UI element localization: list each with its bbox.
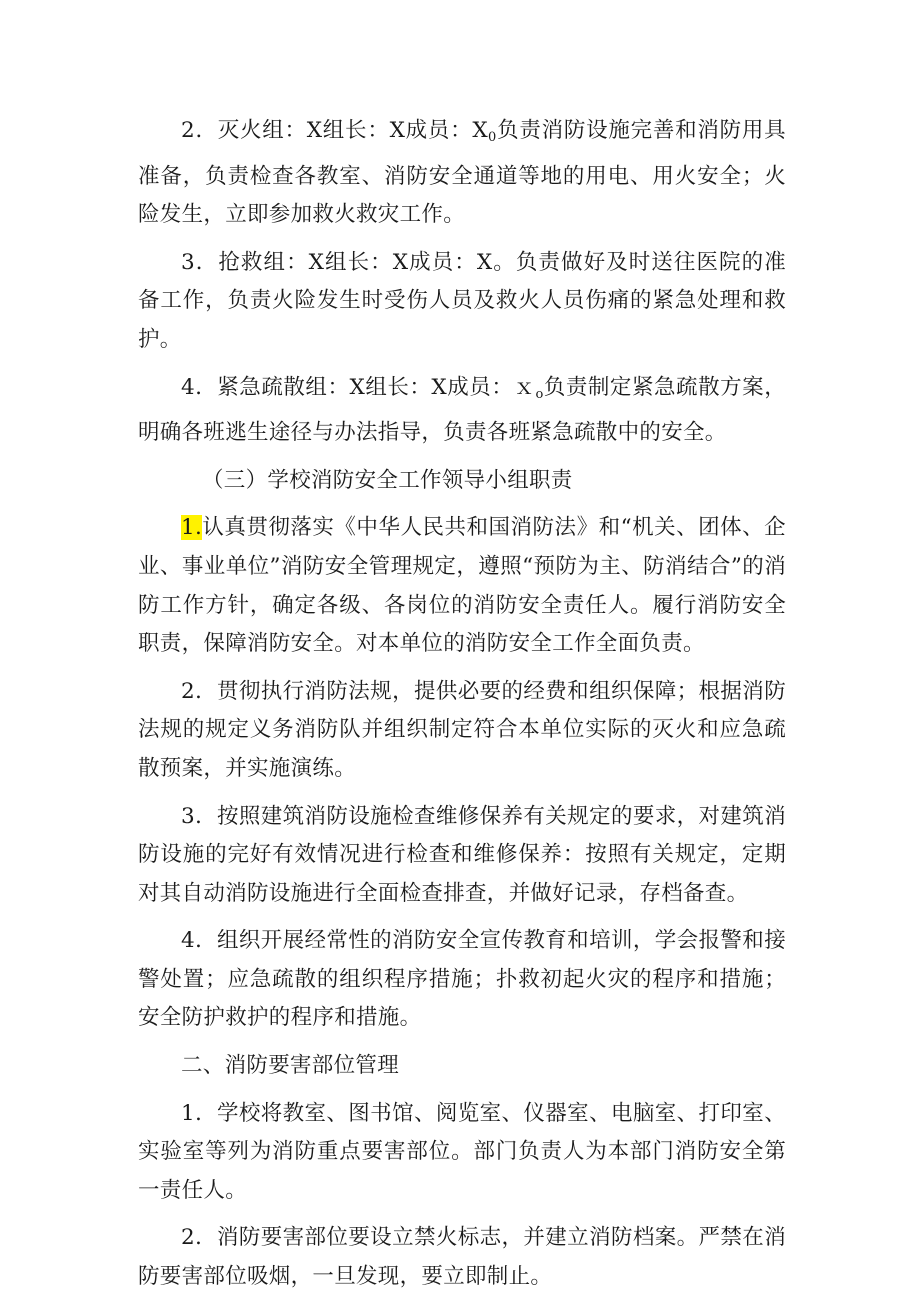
- paragraph-duty-1: [138, 509, 786, 663]
- p1-text-a: 2．灭火组：X组长：X成员：X: [181, 118, 489, 143]
- p3-subscript: o: [535, 386, 544, 402]
- paragraph-duty-2: 2．贯彻执行消防法规，提供必要的经费和组织保障；根据消防法规的规定义务消防队并组织制定符合本单位实际的灭火和应急疏散预案，并实施演练。: [138, 678, 786, 781]
- paragraph-evacuation-group: [138, 369, 786, 453]
- highlighted-number: 1.: [181, 515, 203, 541]
- section-three-heading: （三）学校消防安全工作领导小组职责: [202, 467, 573, 493]
- p3-text-a: 4．紧急疏散组：X组长：X成员：ｘ: [181, 374, 536, 400]
- paragraph-mgmt-2: 2．消防要害部位要设立禁火标志，并建立消防档案。严禁在消防要害部位吸烟，一旦发现，要立即制止。: [138, 1225, 786, 1290]
- paragraph-duty-4: 4．组织开展经常性的消防安全宣传教育和培训，学会报警和接警处置；应急疏散的组织程序措施；扑救初起火灾的程序和措施；安全防护救护的程序和措施。: [138, 928, 786, 1031]
- p1-subscript: 0: [488, 130, 497, 145]
- document-page: [138, 112, 786, 1306]
- section-two-heading: 二、消防要害部位管理: [181, 1053, 400, 1079]
- paragraph-rescue-group: 3．抢救组：X组长：X成员：X。负责做好及时送往医院的准备工作，负责火险发生时受伤人员及救火人员伤痛的紧急处理和救护。: [138, 249, 786, 352]
- p1-text-b: 负责消防设施完善和消防用具准备，负责检查各教室、消防安全通道等地的用电、用火安全；火险发生，立即参加救火救灾工作。: [138, 118, 786, 228]
- duty1-text: 认真贯彻落实《中华人民共和国消防法》和“机关、团体、企业、事业单位”消防安全管理规定，遵照“预防为主、防消结合”的消防工作方针，确定各级、各岗位的消防安全责任人。履行消防安全职责，保障消防安全。对本单位的消防安全工作全面负责。: [138, 515, 786, 657]
- p3-text-b: 负责制定紧急疏散方案，明确各班逃生途径与办法指导，负责各班紧急疏散中的安全。: [138, 374, 786, 446]
- paragraph-duty-3: 3．按照建筑消防设施检查维修保养有关规定的要求，对建筑消防设施的完好有效情况进行检查和维修保养：按照有关规定，定期对其自动消防设施进行全面检查排查，并做好记录，存档备查。: [138, 803, 786, 906]
- paragraph-mgmt-1: 1．学校将教室、图书馆、阅览室、仪器室、电脑室、打印室、实验室等列为消防重点要害部位。部门负责人为本部门消防安全第一责任人。: [138, 1100, 786, 1203]
- paragraph-fire-fighting-group: [138, 112, 786, 235]
